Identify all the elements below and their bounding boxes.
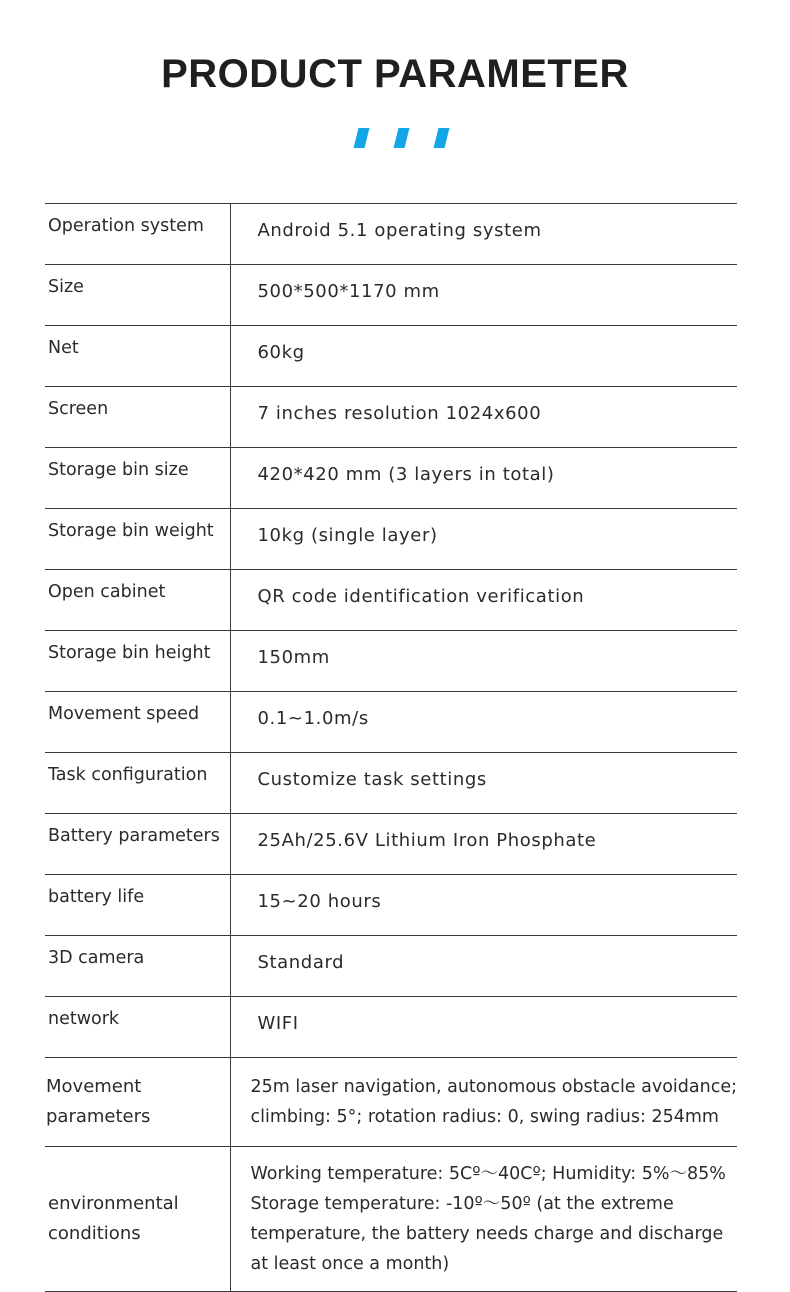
param-value: 10kg (single layer)	[257, 525, 438, 546]
table-row	[45, 265, 737, 326]
param-label: Operation system	[45, 204, 231, 265]
table-row	[45, 814, 737, 875]
param-value: Standard	[257, 952, 345, 973]
param-value: 420*420 mm (3 layers in total)	[257, 464, 555, 485]
table-row	[45, 204, 737, 265]
value-line: Storage temperature: -10º〜50º (at the extreme	[250, 1194, 674, 1214]
label-line: environmental	[48, 1193, 179, 1214]
slash-mark	[354, 128, 370, 148]
decorative-slash-marks	[354, 128, 454, 150]
param-value: 25Ah/25.6V Lithium Iron Phosphate	[257, 830, 597, 851]
param-label: network	[45, 997, 231, 1058]
param-value: 150mm	[257, 647, 330, 668]
value-line: 25m laser navigation, autonomous obstacle avoidance;	[250, 1077, 737, 1097]
table-row	[45, 509, 737, 570]
param-label: battery life	[45, 875, 231, 936]
param-label: Movement speed	[45, 692, 231, 753]
param-label: Storage bin weight	[45, 509, 231, 570]
table-row-environmental-conditions	[45, 1147, 737, 1292]
param-value: 0.1~1.0m/s	[257, 708, 369, 729]
param-label: Task configuration	[45, 753, 231, 814]
param-label: Open cabinet	[45, 570, 231, 631]
table-row	[45, 570, 737, 631]
value-line: climbing: 5°; rotation radius: 0, swing radius: 254mm	[250, 1107, 719, 1127]
param-value: Android 5.1 operating system	[257, 220, 542, 241]
param-label	[45, 1058, 231, 1147]
label-line: conditions	[48, 1223, 141, 1244]
parameter-table	[45, 203, 737, 1292]
value-line: at least once a month)	[250, 1254, 450, 1274]
table-row	[45, 692, 737, 753]
param-label: 3D camera	[45, 936, 231, 997]
value-line: temperature, the battery needs charge and discharge	[250, 1224, 724, 1244]
table-row	[45, 997, 737, 1058]
param-label	[45, 1147, 231, 1292]
table-row	[45, 875, 737, 936]
table-row	[45, 936, 737, 997]
label-line: Movement	[46, 1076, 142, 1097]
param-label: Size	[45, 265, 231, 326]
slash-mark	[434, 128, 450, 148]
page-title: PRODUCT PARAMETER	[161, 52, 629, 96]
param-value: QR code identification verification	[257, 586, 585, 607]
table-row-movement-parameters	[45, 1058, 737, 1147]
param-label: Battery parameters	[45, 814, 231, 875]
param-value: Customize task settings	[257, 769, 487, 790]
param-label: Net	[45, 326, 231, 387]
value-line: Working temperature: 5Cº〜40Cº; Humidity: 5%〜85%	[250, 1164, 726, 1184]
param-value: 60kg	[257, 342, 305, 363]
param-value: 500*500*1170 mm	[257, 281, 440, 302]
table-row	[45, 631, 737, 692]
param-label: Storage bin size	[45, 448, 231, 509]
param-value	[231, 1058, 737, 1147]
param-value: WIFI	[257, 1013, 299, 1034]
param-label: Storage bin height	[45, 631, 231, 692]
slash-mark	[394, 128, 410, 148]
param-value: 7 inches resolution 1024x600	[257, 403, 542, 424]
table-row	[45, 387, 737, 448]
label-line: parameters	[46, 1106, 151, 1127]
param-label: Screen	[45, 387, 231, 448]
table-row	[45, 753, 737, 814]
table-row	[45, 326, 737, 387]
table-row	[45, 448, 737, 509]
param-value	[231, 1147, 737, 1292]
param-value: 15~20 hours	[257, 891, 382, 912]
